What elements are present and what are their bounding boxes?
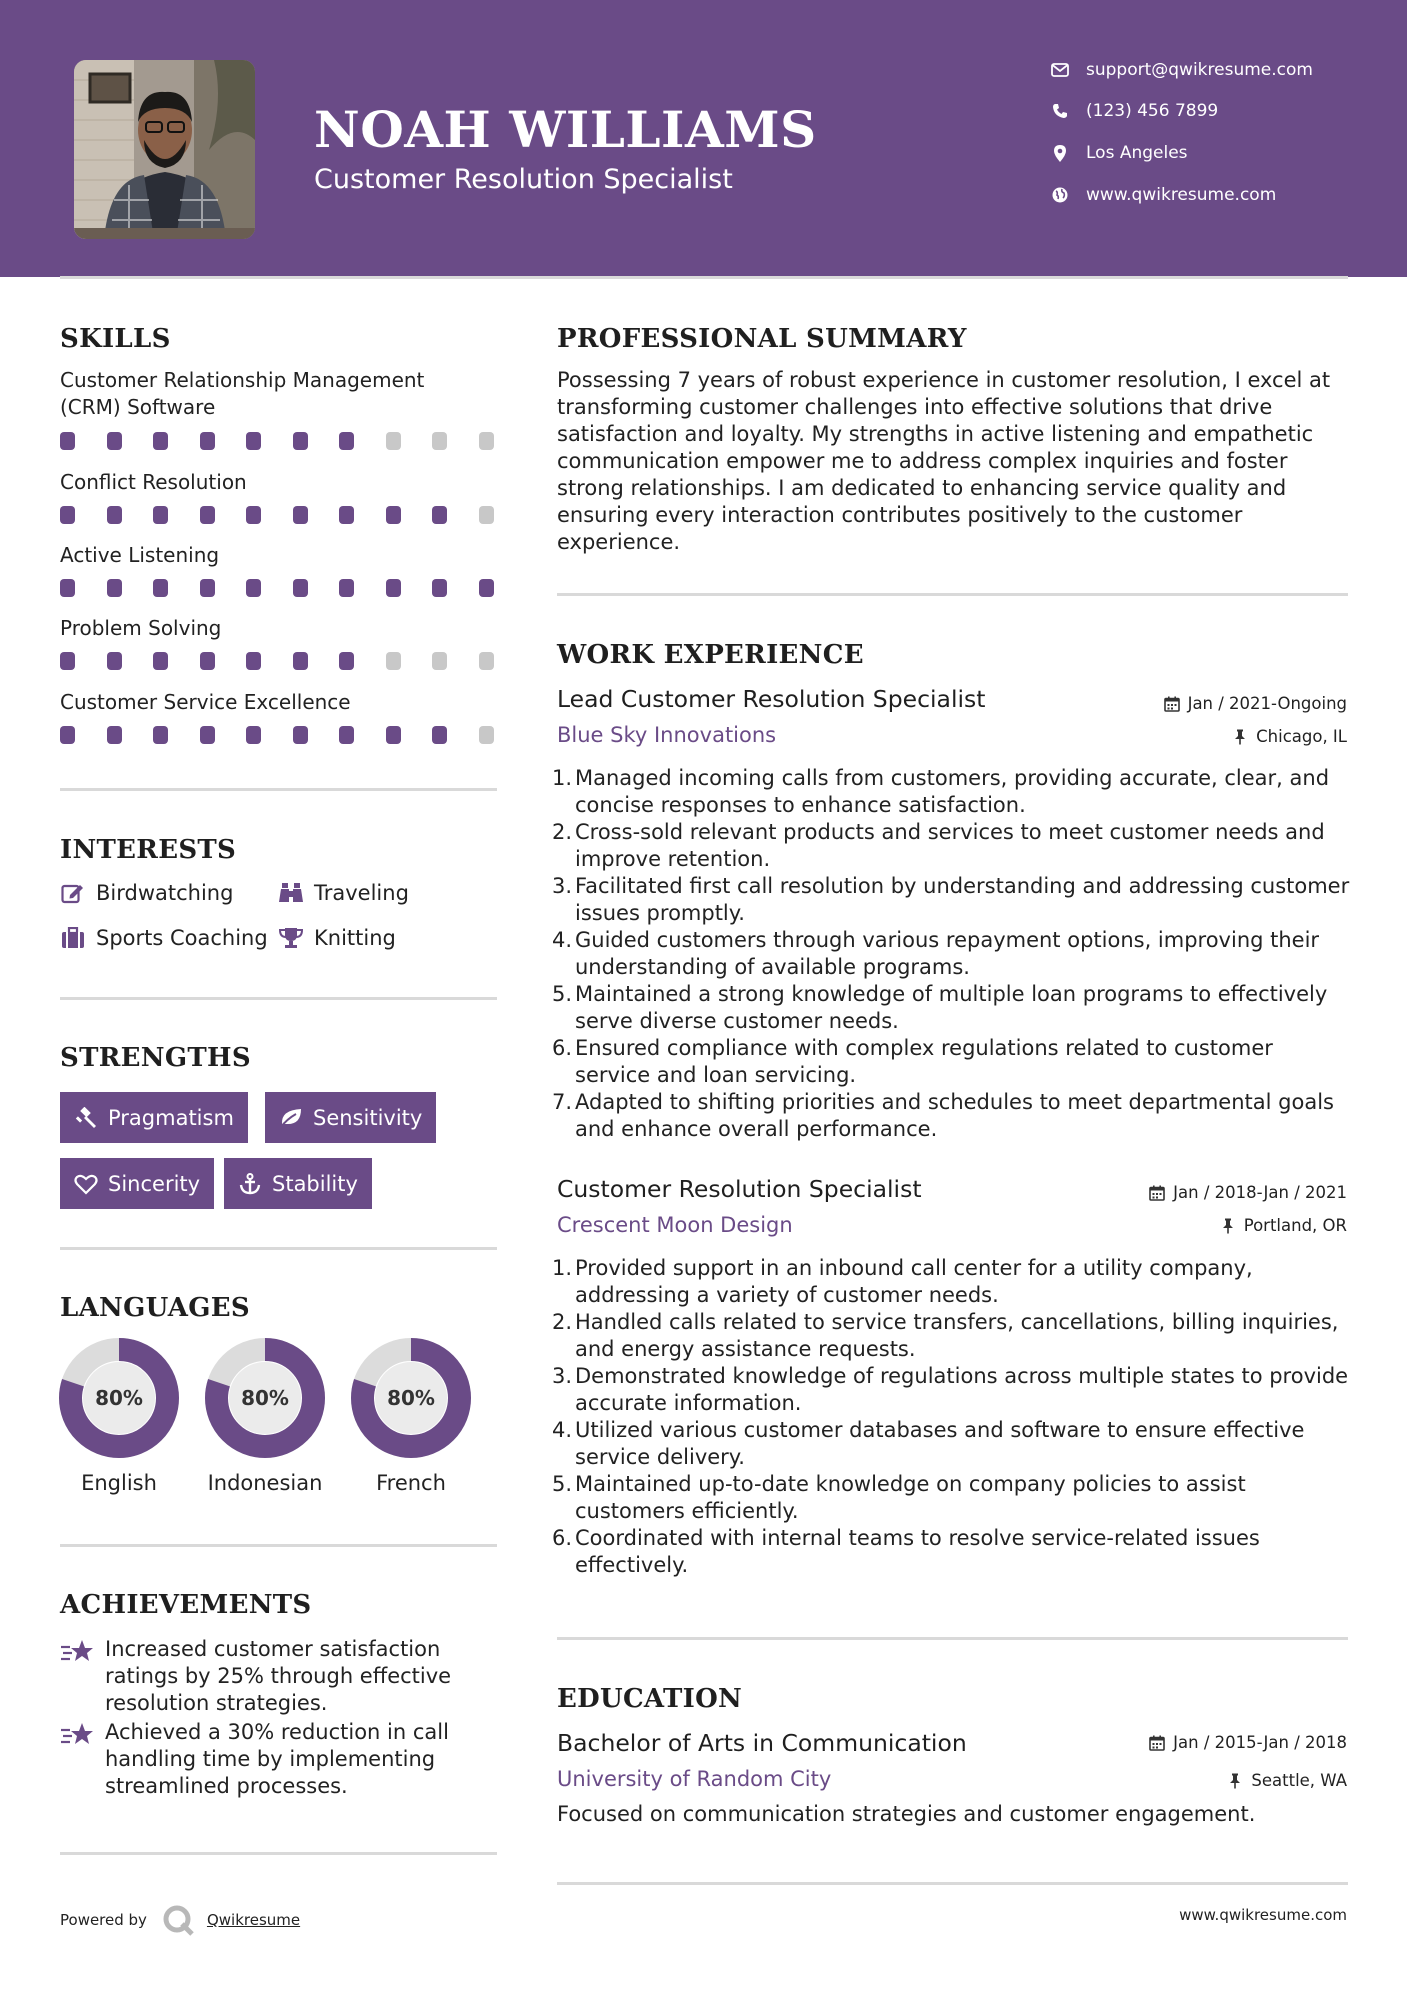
job-location-text: Chicago, IL xyxy=(1256,727,1347,746)
contact-email-text: support@qwikresume.com xyxy=(1086,60,1313,80)
job-bullets xyxy=(552,765,1352,1143)
job-location xyxy=(1231,727,1347,746)
skill-dot-filled xyxy=(246,432,261,450)
skill-dot-filled xyxy=(153,579,168,597)
contact-location xyxy=(1050,138,1370,168)
bullet-text: Coordinated with internal teams to resolve service-related issues effectively. xyxy=(575,1526,1260,1577)
skill-name: Problem Solving xyxy=(60,616,222,640)
skill-dot-filled xyxy=(293,506,308,524)
bullet-text: Adapted to shifting priorities and schedules to meet departmental goals and enhance overall performance. xyxy=(575,1090,1334,1141)
bullet-number: 1. xyxy=(552,1256,573,1280)
skill-dot-empty xyxy=(479,652,494,670)
pushpin-icon xyxy=(1219,1217,1237,1235)
bullet-text: Maintained up-to-date knowledge on company policies to assist customers efficiently. xyxy=(575,1472,1246,1523)
language-name: English xyxy=(81,1471,157,1495)
skill-dot-filled xyxy=(386,579,401,597)
strengths-heading: STRENGTHS xyxy=(60,1043,251,1073)
globe-icon xyxy=(1050,185,1070,205)
education-degree: Bachelor of Arts in Communication xyxy=(557,1729,967,1757)
bullet-number: 2. xyxy=(552,1310,573,1334)
briefcase-icon xyxy=(60,925,86,951)
binoculars-icon xyxy=(278,880,304,906)
bullet-text: Ensured compliance with complex regulations related to customer service and loan servicing. xyxy=(575,1036,1273,1087)
skill-dot-filled xyxy=(200,432,215,450)
job-company: Blue Sky Innovations xyxy=(557,723,777,747)
achievement-text: Achieved a 30% reduction in call handling time by implementing streamlined processes. xyxy=(105,1720,449,1798)
skill-dot-empty xyxy=(386,652,401,670)
skill-dot-filled xyxy=(107,506,122,524)
achievements-heading: ACHIEVEMENTS xyxy=(60,1590,312,1620)
contact-email[interactable] xyxy=(1050,55,1370,85)
skill-name: Active Listening xyxy=(60,543,220,567)
skill-dot-filled xyxy=(339,579,354,597)
job-company: Crescent Moon Design xyxy=(557,1213,793,1237)
interest-label: Birdwatching xyxy=(96,881,234,905)
bullet-text: Cross-sold relevant products and services to meet customer needs and improve retention. xyxy=(575,820,1325,871)
skill-dot-empty xyxy=(432,432,447,450)
strength-tag xyxy=(60,1158,214,1209)
skill-dot-filled xyxy=(153,652,168,670)
job-bullet xyxy=(552,819,1352,873)
skill-dot-filled xyxy=(107,652,122,670)
skill-dot-filled xyxy=(153,506,168,524)
trophy-icon xyxy=(278,925,304,951)
job-role: Lead Customer Resolution Specialist xyxy=(557,685,986,713)
section-divider xyxy=(60,997,497,1000)
skill-dot-filled xyxy=(386,506,401,524)
map-marker-icon xyxy=(1050,143,1070,163)
interest-label: Sports Coaching xyxy=(96,926,268,950)
job-bullet xyxy=(552,1417,1352,1471)
skill-dot-filled xyxy=(153,432,168,450)
bullet-number: 4. xyxy=(552,1418,573,1442)
job-bullet xyxy=(552,1363,1352,1417)
skill-dot-filled xyxy=(246,652,261,670)
skill-dot-filled xyxy=(153,726,168,744)
skill-rating xyxy=(60,506,500,524)
job-bullet xyxy=(552,1035,1352,1089)
calendar-icon xyxy=(1148,1184,1166,1202)
bullet-number: 2. xyxy=(552,820,573,844)
bullet-number: 1. xyxy=(552,766,573,790)
bullet-text: Handled calls related to service transfers, cancellations, billing inquiries, and energy assistance requests. xyxy=(575,1310,1339,1361)
bullet-text: Provided support in an inbound call center for a utility company, addressing a variety of customer needs. xyxy=(575,1256,1253,1307)
bullet-text: Demonstrated knowledge of regulations across multiple states to provide accurate information. xyxy=(575,1364,1349,1415)
skill-dot-filled xyxy=(107,432,122,450)
achievement-item xyxy=(60,1719,480,1800)
job-bullets xyxy=(552,1255,1352,1579)
skill-name: Customer Service Excellence xyxy=(60,690,351,714)
job-bullet xyxy=(552,1471,1352,1525)
pencil-square-icon xyxy=(60,880,86,906)
contact-phone[interactable] xyxy=(1050,96,1370,126)
skill-name: Customer Relationship Management (CRM) Software xyxy=(60,368,425,419)
skill-dot-filled xyxy=(246,579,261,597)
header-divider xyxy=(60,276,1348,279)
bullet-number: 5. xyxy=(552,982,573,1006)
calendar-icon xyxy=(1163,695,1181,713)
skill-dot-filled xyxy=(293,579,308,597)
candidate-name: NOAH WILLIAMS xyxy=(314,100,817,159)
leaf-icon xyxy=(279,1106,303,1130)
strength-label: Sensitivity xyxy=(313,1105,423,1130)
skill-dot-filled xyxy=(293,726,308,744)
section-divider xyxy=(60,788,497,791)
skill-dot-filled xyxy=(107,726,122,744)
strength-label: Sincerity xyxy=(108,1171,201,1196)
skill-rating xyxy=(60,652,500,670)
anchor-icon xyxy=(238,1172,262,1196)
shooting-star-icon xyxy=(60,1721,96,1751)
job-bullet xyxy=(552,1309,1352,1363)
job-bullet xyxy=(552,1089,1352,1143)
job-bullet xyxy=(552,873,1352,927)
bullet-number: 6. xyxy=(552,1036,573,1060)
bullet-text: Guided customers through various repayment options, improving their understanding of available programs. xyxy=(575,928,1320,979)
job-bullet xyxy=(552,765,1352,819)
pushpin-icon xyxy=(1231,728,1249,746)
summary-text: Possessing 7 years of robust experience in customer resolution, I excel at transforming customer challenges into effective solutions that drive satisfaction and loyalty. My strengths in active listening and empathetic communication empower me to address complex inquiries and foster strong relationships. I am dedicated to enhancing service quality and ensuring every interaction contributes positively to the customer experience. xyxy=(557,368,1331,554)
job-bullet xyxy=(552,1255,1352,1309)
job-bullet xyxy=(552,927,1352,981)
skill-dot-filled xyxy=(432,726,447,744)
section-divider xyxy=(557,1882,1348,1885)
job-bullet xyxy=(552,981,1352,1035)
footer-powered-by xyxy=(60,1903,300,1937)
experience-heading: WORK EXPERIENCE xyxy=(557,640,864,670)
language-item xyxy=(204,1337,326,1495)
heart-icon xyxy=(74,1172,98,1196)
skill-dot-filled xyxy=(339,726,354,744)
language-percent: 80% xyxy=(241,1386,289,1410)
resume-header xyxy=(0,0,1407,277)
skill-dot-filled xyxy=(479,579,494,597)
education-dates-text: Jan / 2015-Jan / 2018 xyxy=(1173,1733,1347,1752)
language-percent: 80% xyxy=(95,1386,143,1410)
education-school: University of Random City xyxy=(557,1767,832,1791)
job-dates-text: Jan / 2021-Ongoing xyxy=(1187,694,1347,713)
job-dates xyxy=(1148,1183,1347,1202)
skill-dot-filled xyxy=(60,432,75,450)
skill-dot-empty xyxy=(479,432,494,450)
interest-item xyxy=(60,923,268,953)
skill-dot-filled xyxy=(432,579,447,597)
skills-heading: SKILLS xyxy=(60,324,171,354)
skill-dot-empty xyxy=(432,652,447,670)
skill-dot-filled xyxy=(293,652,308,670)
skill-rating xyxy=(60,432,500,450)
languages-heading: LANGUAGES xyxy=(60,1293,250,1323)
skill-rating xyxy=(60,579,500,597)
profile-photo xyxy=(74,60,255,239)
candidate-title: Customer Resolution Specialist xyxy=(314,164,733,195)
summary-heading: PROFESSIONAL SUMMARY xyxy=(557,324,967,354)
skill-name: Conflict Resolution xyxy=(60,470,247,494)
education-location-text: Seattle, WA xyxy=(1251,1771,1347,1790)
footer-website-link[interactable]: www.qwikresume.com xyxy=(1179,1906,1347,1924)
education-heading: EDUCATION xyxy=(557,1684,743,1714)
skill-dot-filled xyxy=(60,726,75,744)
section-divider xyxy=(60,1852,497,1855)
strength-label: Pragmatism xyxy=(108,1105,234,1130)
skill-dot-filled xyxy=(339,506,354,524)
skill-dot-filled xyxy=(339,652,354,670)
contact-website-text: www.qwikresume.com xyxy=(1086,185,1277,205)
job-location xyxy=(1219,1216,1347,1235)
bullet-number: 5. xyxy=(552,1472,573,1496)
language-name: Indonesian xyxy=(207,1471,323,1495)
interest-item xyxy=(278,878,409,908)
strength-tag xyxy=(224,1158,372,1209)
skill-dot-empty xyxy=(386,432,401,450)
skill-dot-filled xyxy=(293,432,308,450)
skill-dot-filled xyxy=(432,506,447,524)
strength-tag xyxy=(60,1092,248,1143)
job-dates-text: Jan / 2018-Jan / 2021 xyxy=(1173,1183,1347,1202)
section-divider xyxy=(557,1637,1348,1640)
skill-dot-empty xyxy=(479,726,494,744)
job-role: Customer Resolution Specialist xyxy=(557,1175,922,1203)
bullet-number: 3. xyxy=(552,1364,573,1388)
strength-tag xyxy=(265,1092,436,1143)
strength-label: Stability xyxy=(272,1171,358,1196)
skill-dot-filled xyxy=(339,432,354,450)
qwikresume-logo-icon xyxy=(161,1903,195,1937)
gavel-icon xyxy=(74,1106,98,1130)
skill-dot-filled xyxy=(200,579,215,597)
language-name: French xyxy=(376,1471,446,1495)
job-location-text: Portland, OR xyxy=(1243,1216,1347,1235)
bullet-text: Maintained a strong knowledge of multiple loan programs to effectively serve diverse customer needs. xyxy=(575,982,1328,1033)
interest-label: Knitting xyxy=(314,926,396,950)
education-location xyxy=(1226,1771,1347,1790)
skill-dot-filled xyxy=(60,652,75,670)
shooting-star-icon xyxy=(60,1638,96,1668)
education-description: Focused on communication strategies and customer engagement. xyxy=(557,1802,1256,1826)
language-item xyxy=(58,1337,180,1495)
contact-phone-text: (123) 456 7899 xyxy=(1086,101,1219,121)
pushpin-icon xyxy=(1226,1772,1244,1790)
job-bullet xyxy=(552,1525,1352,1579)
bullet-number: 7. xyxy=(552,1090,573,1114)
envelope-icon xyxy=(1050,60,1070,80)
powered-by-text: Powered by xyxy=(60,1911,147,1929)
skill-dot-filled xyxy=(200,506,215,524)
section-divider xyxy=(60,1247,497,1250)
skill-dot-filled xyxy=(246,726,261,744)
skill-dot-filled xyxy=(107,579,122,597)
bullet-number: 6. xyxy=(552,1526,573,1550)
skill-dot-filled xyxy=(60,506,75,524)
qwikresume-link[interactable]: Qwikresume xyxy=(206,1911,301,1929)
education-dates xyxy=(1148,1733,1347,1752)
bullet-text: Utilized various customer databases and software to ensure effective service delivery. xyxy=(575,1418,1305,1469)
interest-label: Traveling xyxy=(314,881,409,905)
achievement-text: Increased customer satisfaction ratings by 25% through effective resolution strategies. xyxy=(105,1637,452,1715)
language-item xyxy=(350,1337,472,1495)
skill-dot-filled xyxy=(200,726,215,744)
interests-heading: INTERESTS xyxy=(60,835,237,865)
interest-item xyxy=(60,878,233,908)
bullet-number: 4. xyxy=(552,928,573,952)
skill-dot-empty xyxy=(479,506,494,524)
section-divider xyxy=(557,593,1348,596)
contact-location-text: Los Angeles xyxy=(1086,143,1188,163)
bullet-text: Facilitated first call resolution by understanding and addressing customer issues promptly. xyxy=(575,874,1350,925)
job-dates xyxy=(1163,694,1347,713)
bullet-number: 3. xyxy=(552,874,573,898)
skill-dot-filled xyxy=(200,652,215,670)
skill-rating xyxy=(60,726,500,744)
section-divider xyxy=(60,1544,497,1547)
achievement-item xyxy=(60,1636,480,1717)
bullet-text: Managed incoming calls from customers, providing accurate, clear, and concise responses to enhance satisfaction. xyxy=(575,766,1330,817)
phone-icon xyxy=(1050,101,1070,121)
calendar-icon xyxy=(1148,1734,1166,1752)
skill-dot-filled xyxy=(246,506,261,524)
contact-website[interactable] xyxy=(1050,180,1370,210)
interest-item xyxy=(278,923,396,953)
skill-dot-filled xyxy=(60,579,75,597)
skill-dot-filled xyxy=(386,726,401,744)
language-percent: 80% xyxy=(387,1386,435,1410)
